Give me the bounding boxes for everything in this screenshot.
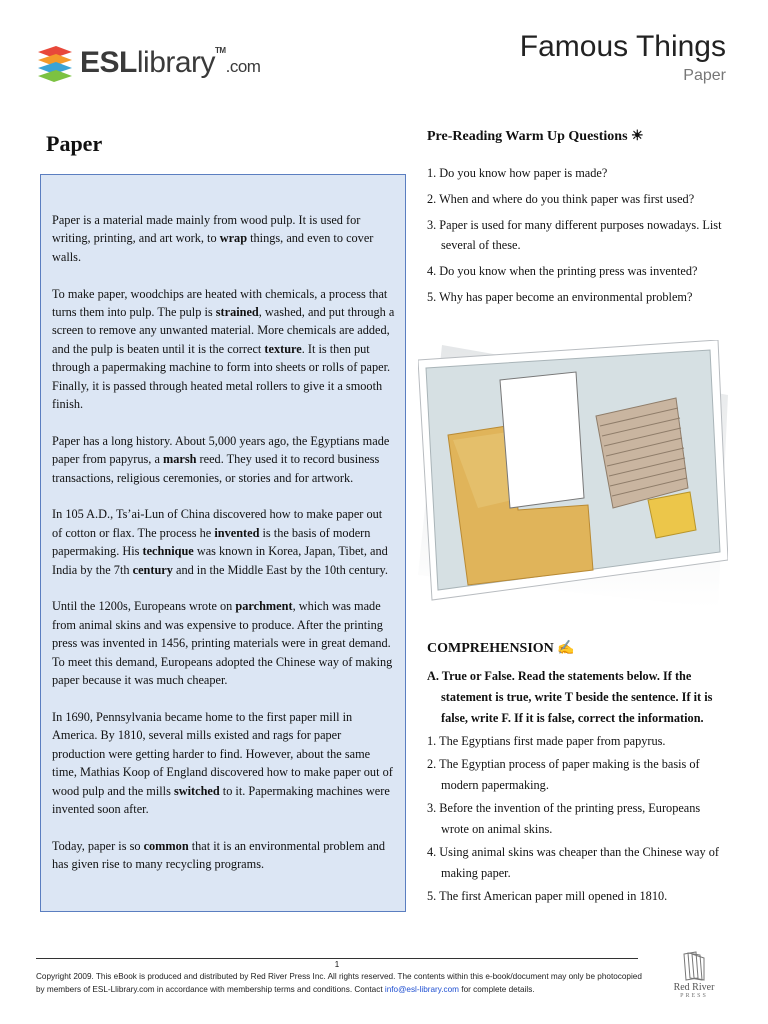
paragraph-6: In 1690, Pennsylvania became home to the first paper mill in America. By 1810, several mills existed and rags for paper production were getting harder to find. However, about the same time, Mathias Koop of England discovered how to make paper out of wood pulp and the mills switched to it. Papermaking machines were invented soon after. [52, 709, 393, 816]
logo-library: library [136, 46, 216, 79]
vocab-texture: texture [264, 341, 302, 356]
paragraph-5: Until the 1200s, Europeans wrote on parchment, which was made from animal skins and was expensive to produce. After the printing press was invented in 1456, printing materials were in great demand. To meet this demand, Europeans adopted the Chinese way of making paper because it was much cheaper. [52, 599, 393, 688]
vocab-wrap: wrap [219, 231, 248, 246]
paragraph-3: Paper has a long history. About 5,000 years ago, the Egyptians made paper from papyrus, a marsh reed. They used it to record business transactions, religious ceremonies, or stories and for artwork. [52, 433, 390, 485]
books-logo-icon [34, 44, 74, 86]
logo-wordmark [80, 46, 260, 80]
vocab-century: century [132, 562, 173, 577]
comprehension-title: COMPREHENSION ✍ [427, 641, 575, 656]
sun-icon: ☀ [631, 129, 644, 144]
comprehension-instruction: A. True or False. Read the statements below. If the statement is true, write T beside the sentence. If it is false, write F. If it is false, correct the information. [427, 669, 713, 725]
page-number: 1 [334, 960, 340, 969]
question-item: 1. Do you know how paper is made? [427, 166, 608, 180]
statement-item: 3. Before the invention of the printing press, Europeans wrote on animal skins. [427, 800, 701, 836]
reading-passage-box [40, 174, 406, 912]
logo-com: .com [225, 57, 261, 76]
logo-esl: ESL [80, 46, 137, 79]
series-title: Famous Things [519, 30, 726, 63]
vocab-strained: strained [215, 305, 259, 320]
paragraph-7: Today, paper is so common that it is an environmental problem and has given rise to many recycling programs. [52, 838, 386, 872]
prereading-questions [427, 163, 727, 313]
contact-email-link[interactable]: info@esl-library.com [384, 985, 460, 994]
statement-item: 5. The first American paper mill opened in 1810. [427, 888, 668, 903]
paper-illustration [418, 340, 728, 610]
paragraph-2: To make paper, woodchips are heated with chemicals, a process that turns them into pulp. The pulp is strained, washed, and put through a screen to remove any unwanted material. More chemicals are added, and the pulp is beaten until it is the correct texture. It is then put through a papermaking machine to form into sheets or rolls of paper. Finally, it is passed through heated metal rollers to give it a smooth finish. [52, 286, 395, 412]
logo-trademark: TM [215, 46, 226, 55]
question-item: 4. Do you know when the printing press was invented? [427, 264, 698, 278]
reading-title: Paper [46, 131, 103, 156]
writing-hand-icon: ✍ [557, 641, 575, 656]
statement-item: 1. The Egyptians first made paper from papyrus. [427, 734, 666, 748]
footer-divider [36, 958, 638, 959]
vocab-invented: invented [214, 525, 260, 540]
question-item: 5. Why has paper become an environmental problem? [427, 290, 693, 304]
prereading-title: Pre-Reading Warm Up Questions ☀ [427, 129, 644, 144]
statement-item: 4. Using animal skins was cheaper than the Chinese way of making paper. [427, 844, 719, 880]
question-item: 2. When and where do you think paper was first used? [427, 192, 695, 206]
esl-library-logo [34, 44, 274, 90]
vocab-common: common [143, 838, 189, 853]
paragraph-1: Paper is a material made mainly from wood pulp. It is used for writing, printing, and art work, to wrap things, and even to cover walls. [52, 213, 374, 264]
publisher-press: PRESS [680, 993, 708, 999]
vocab-technique: technique [142, 544, 194, 559]
publisher-name: Red River [673, 982, 715, 993]
vocab-parchment: parchment [235, 599, 293, 614]
vocab-marsh: marsh [162, 452, 197, 467]
paragraph-4: In 105 A.D., Ts’ai-Lun of China discovered how to make paper out of cotton or flax. The process he invented is the basis of modern papermaking. His technique was known in Korea, Japan, Tibet, and India by the 7th century and in the Middle East by the 10th century. [52, 507, 388, 577]
comprehension-statements [427, 731, 727, 908]
series-subtitle: Paper [683, 67, 726, 84]
question-item: 3. Paper is used for many different purposes nowadays. List several of these. [427, 218, 722, 252]
copyright-notice: Copyright 2009. This eBook is produced and distributed by Red River Press Inc. All rights reserved. The contents within this e-book/document may only be photocopied by members of ESL-Llibrary.com in accordance with membership terms and conditions. Contact info@esl-library.com for complete details. [36, 972, 642, 994]
statement-item: 2. The Egyptian process of paper making is the basis of modern papermaking. [427, 756, 700, 792]
vocab-switched: switched [173, 783, 220, 798]
